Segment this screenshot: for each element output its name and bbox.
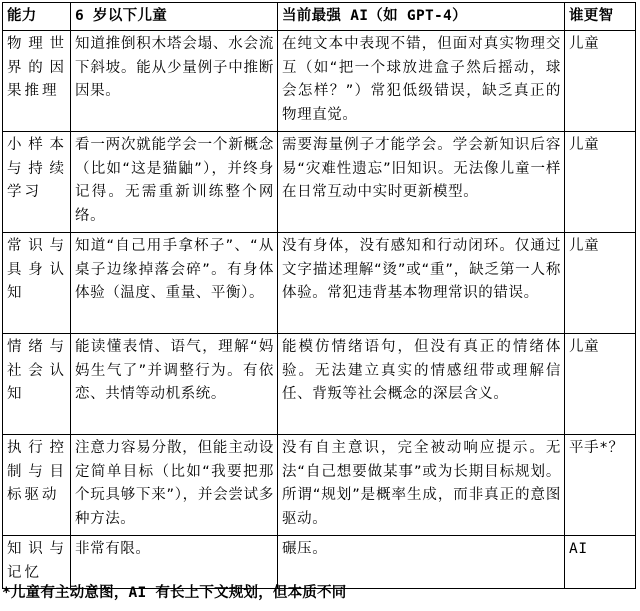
cell-child: 非常有限。 xyxy=(71,536,278,589)
header-ai: 当前最强 AI（如 GPT-4） xyxy=(278,3,565,31)
cell-child: 看一两次就能学会一个新概念（比如“这是猫鼬”），并终身记得。无需重新训练整个网络。 xyxy=(71,132,278,233)
footnote: *儿童有主动意图，AI 有长上下文规划，但本质不同 xyxy=(2,585,347,601)
cell-ai: 在纯文本中表现不错，但面对真实物理交互（如“把一个球放进盒子然后摇动，球会怎样？”）常犯低级错误，缺乏真正的物理直觉。 xyxy=(278,31,565,132)
table-row xyxy=(3,31,636,132)
cell-ability: 知识与记忆 xyxy=(3,536,71,589)
cell-ai: 需要海量例子才能学会。学会新知识后容易“灾难性遗忘”旧知识。无法像儿童一样在日常互动中实时更新模型。 xyxy=(278,132,565,233)
table-row xyxy=(3,536,636,589)
table-header xyxy=(3,3,636,31)
cell-smarter: 平手*？ xyxy=(565,435,636,536)
cell-child: 知道推倒积木塔会塌、水会流下斜坡。能从少量例子中推断因果。 xyxy=(71,31,278,132)
table-row xyxy=(3,132,636,233)
cell-ability: 物理世界的因果推理 xyxy=(3,31,71,132)
header-ability: 能力 xyxy=(3,3,71,31)
cell-ability: 情绪与社会认知 xyxy=(3,334,71,435)
cell-smarter: 儿童 xyxy=(565,132,636,233)
cell-ability: 常识与具身认知 xyxy=(3,233,71,334)
table-row xyxy=(3,435,636,536)
cell-ai: 能模仿情绪语句，但没有真正的情绪体验。无法建立真实的情感纽带或理解信任、背叛等社会概念的深层含义。 xyxy=(278,334,565,435)
table-row xyxy=(3,334,636,435)
cell-ai: 碾压。 xyxy=(278,536,565,589)
cell-smarter: 儿童 xyxy=(565,31,636,132)
cell-smarter: AI xyxy=(565,536,636,589)
header-smarter: 谁更智 xyxy=(565,3,636,31)
cell-smarter: 儿童 xyxy=(565,334,636,435)
cell-smarter: 儿童 xyxy=(565,233,636,334)
table-row xyxy=(3,233,636,334)
cell-child: 能读懂表情、语气，理解“妈妈生气了”并调整行为。有依恋、共情等动机系统。 xyxy=(71,334,278,435)
header-row xyxy=(3,3,636,31)
comparison-table xyxy=(2,2,636,589)
cell-ai: 没有身体，没有感知和行动闭环。仅通过文字描述理解“烫”或“重”，缺乏第一人称体验。常犯违背基本物理常识的错误。 xyxy=(278,233,565,334)
cell-ability: 小样本与持续学习 xyxy=(3,132,71,233)
table-body xyxy=(3,31,636,589)
cell-child: 注意力容易分散，但能主动设定简单目标（比如“我要把那个玩具够下来”），并会尝试多种方法。 xyxy=(71,435,278,536)
cell-ai: 没有自主意识，完全被动响应提示。无法“自己想要做某事”或为长期目标规划。所谓“规划”是概率生成，而非真正的意图驱动。 xyxy=(278,435,565,536)
header-child: 6 岁以下儿童 xyxy=(71,3,278,31)
cell-child: 知道“自己用手拿杯子”、“从桌子边缘掉落会碎”。有身体体验（温度、重量、平衡）。 xyxy=(71,233,278,334)
cell-ability: 执行控制与目标驱动 xyxy=(3,435,71,536)
